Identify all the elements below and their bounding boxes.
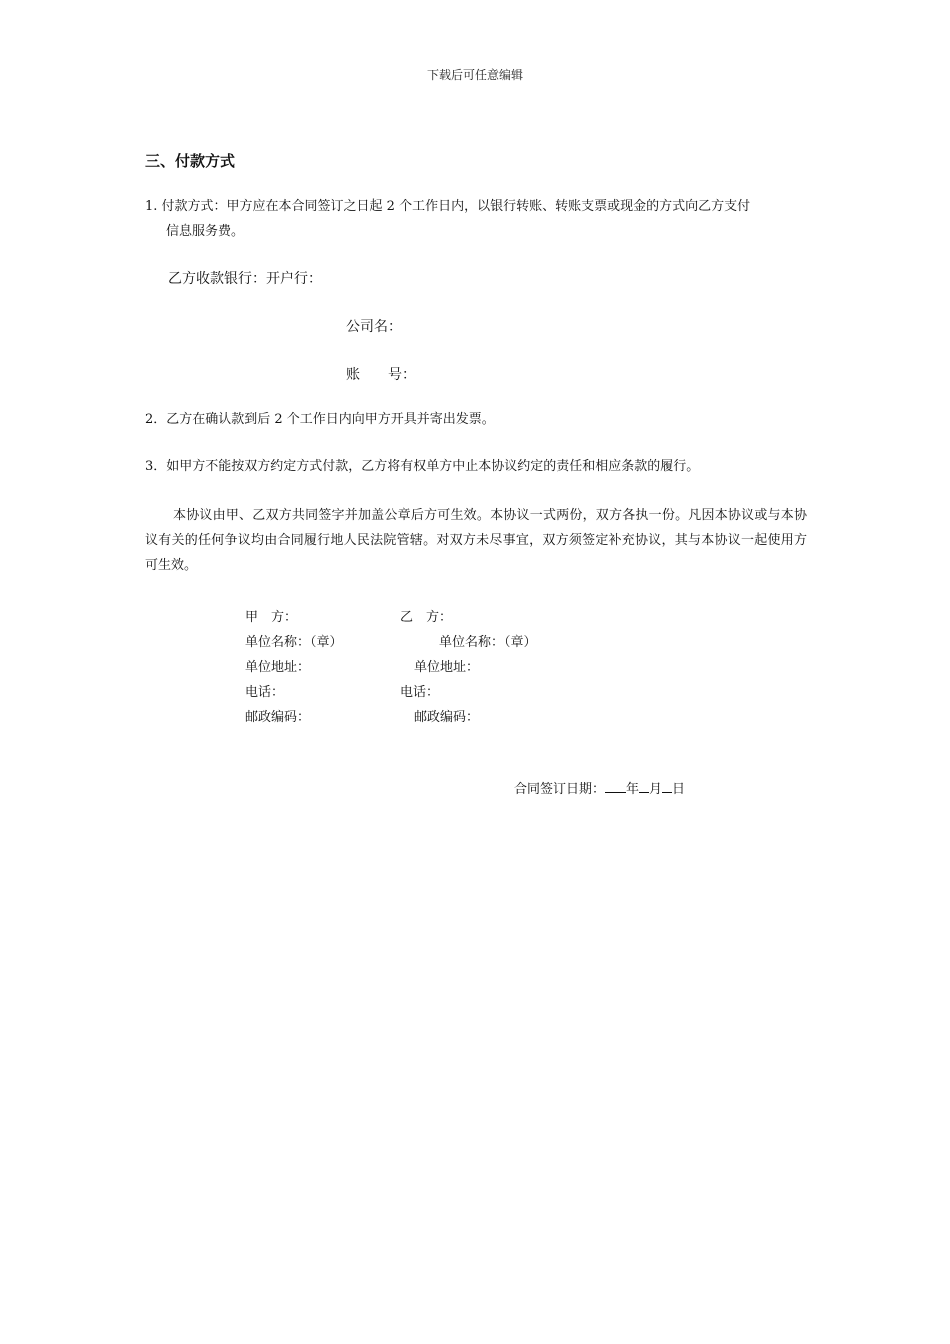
bank-label: 乙方收款银行：开户行： [168, 271, 322, 287]
section-title: 三、付款方式 [145, 152, 236, 170]
company-name-label: 公司名： [346, 319, 402, 335]
year-label: 年 [626, 782, 640, 797]
party-b-address: 单位地址： [414, 660, 480, 675]
item1-line1: 1. 付款方式：甲方应在本合同签订之日起 2 个工作日内，以银行转账、转账支票或现金的方式向乙方支付 [145, 199, 751, 214]
party-a-phone: 电话： [245, 685, 285, 700]
party-a-name: 单位名称：（章） [245, 635, 343, 650]
signing-date [514, 778, 685, 797]
day-label: 日 [672, 782, 686, 797]
party-b-title: 乙 方： [400, 610, 453, 625]
invoice-item: 2．乙方在确认款到后 2 个工作日内向甲方开具并寄出发票。 [145, 412, 495, 427]
party-a-address: 单位地址： [245, 660, 311, 675]
party-b-name: 单位名称：（章） [439, 635, 537, 650]
breach-item: 3．如甲方不能按双方约定方式付款，乙方将有权单方中止本协议约定的责任和相应条款的履行。 [145, 459, 700, 474]
month-label: 月 [649, 782, 663, 797]
party-a-postcode: 邮政编码： [245, 710, 311, 725]
day-blank [662, 778, 672, 793]
signing-date-label: 合同签订日期： [514, 782, 606, 797]
item1-line2: 信息服务费。 [166, 224, 245, 239]
party-b-postcode: 邮政编码： [414, 710, 480, 725]
month-blank [639, 778, 649, 793]
payment-method-item [145, 194, 810, 244]
party-a-title: 甲 方： [245, 610, 298, 625]
page-header: 下载后可任意编辑 [426, 68, 523, 82]
year-blank [605, 778, 626, 793]
party-b-phone: 电话： [400, 685, 440, 700]
account-label: 账 号： [346, 367, 416, 383]
closing-paragraph: 本协议由甲、乙双方共同签字并加盖公章后方可生效。本协议一式两份，双方各执一份。凡因本协议或与本协议有关的任何争议均由合同履行地人民法院管辖。对双方未尽事宜，双方须签定补充协议，其与本协议一起使用方可生效。 [145, 508, 807, 573]
